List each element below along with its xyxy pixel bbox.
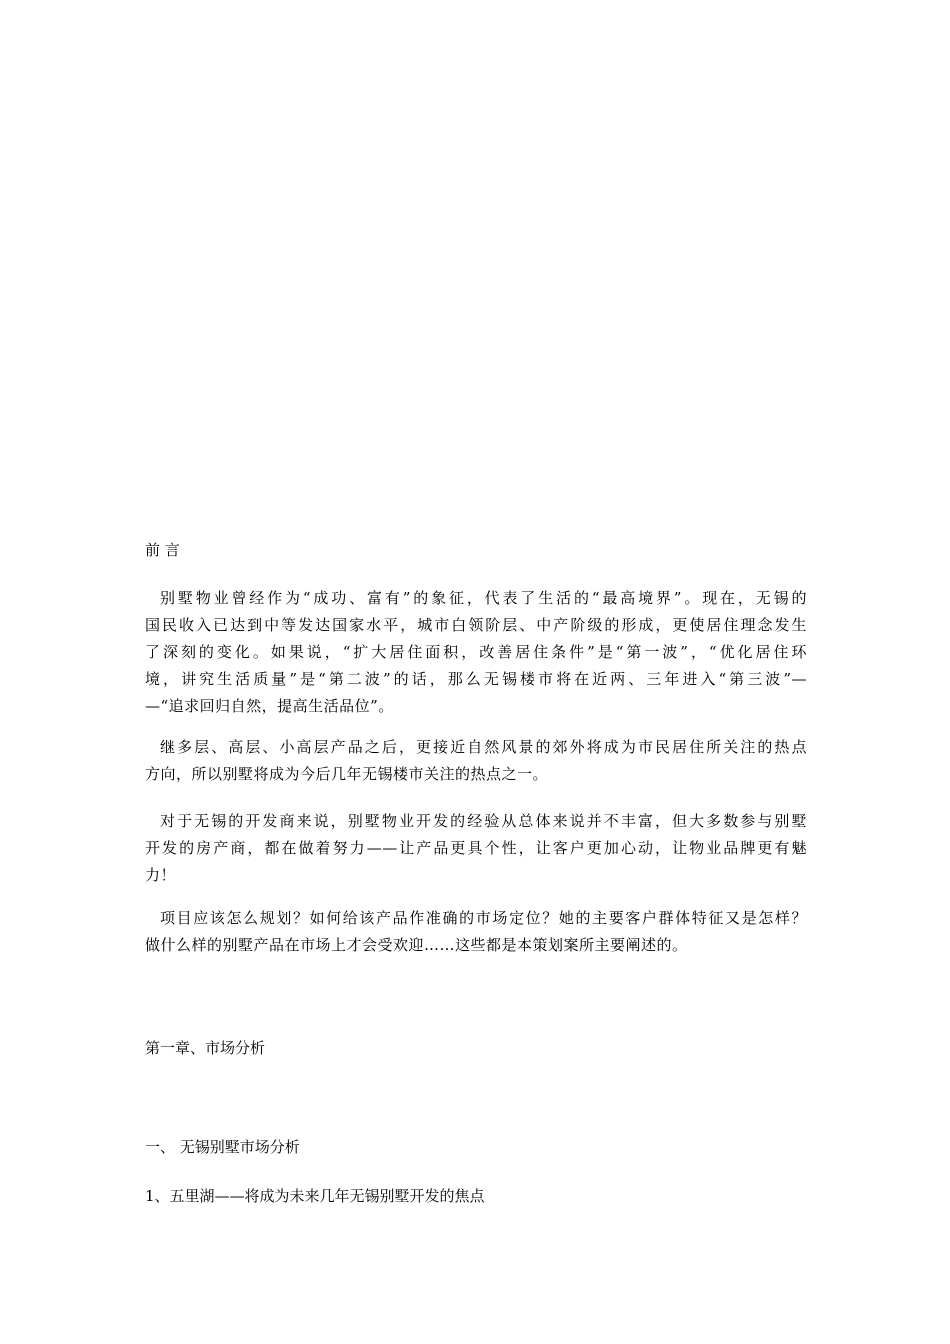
paragraph-line: 力！ [145,866,177,884]
paragraph-3 [145,808,807,889]
paragraph-2 [145,734,807,788]
paragraph-line: 了深刻的变化。如果说，“扩大居住面积，改善居住条件”是“第一波”，“优化居住环 [145,643,807,661]
paragraph-line: 别墅物业曾经作为“成功、富有”的象征，代表了生活的“最高境界”。现在，无锡的 [160,589,807,607]
paragraph-line: 对于无锡的开发商来说，别墅物业开发的经验从总体来说并不丰富，但大多数参与别墅 [160,812,807,830]
subsection-title: 1、五里湖——将成为未来几年无锡别墅开发的焦点 [145,1187,485,1205]
preface-title: 前 言 [145,541,180,559]
paragraph-line: 继多层、高层、小高层产品之后，更接近自然风景的郊外将成为市民居住所关注的热点 [160,738,807,756]
paragraph-line: 国民收入已达到中等发达国家水平，城市白领阶层、中产阶级的形成，更使居住理念发生 [145,616,807,634]
paragraph-4 [145,905,807,959]
paragraph-line: 项目应该怎么规划？如何给该产品作准确的市场定位？她的主要客户群体特征又是怎样？ [160,909,807,927]
section-title: 一、 无锡别墅市场分析 [145,1138,300,1156]
paragraph-line: 开发的房产商，都在做着努力——让产品更具个性，让客户更加心动，让物业品牌更有魅 [145,839,807,857]
paragraph-1 [145,585,807,720]
paragraph-line: 做什么样的别墅产品在市场上才会受欢迎……这些都是本策划案所主要阐述的。 [145,936,688,954]
chapter-title: 第一章、市场分析 [145,1039,266,1057]
paragraph-line: 境，讲究生活质量”是“第二波”的话，那么无锡楼市将在近两、三年进入“第三波”— [145,670,807,688]
paragraph-line: 方向，所以别墅将成为今后几年无锡楼市关注的热点之一。 [145,765,549,783]
paragraph-line: —“追求回归自然，提高生活品位”。 [145,697,394,715]
